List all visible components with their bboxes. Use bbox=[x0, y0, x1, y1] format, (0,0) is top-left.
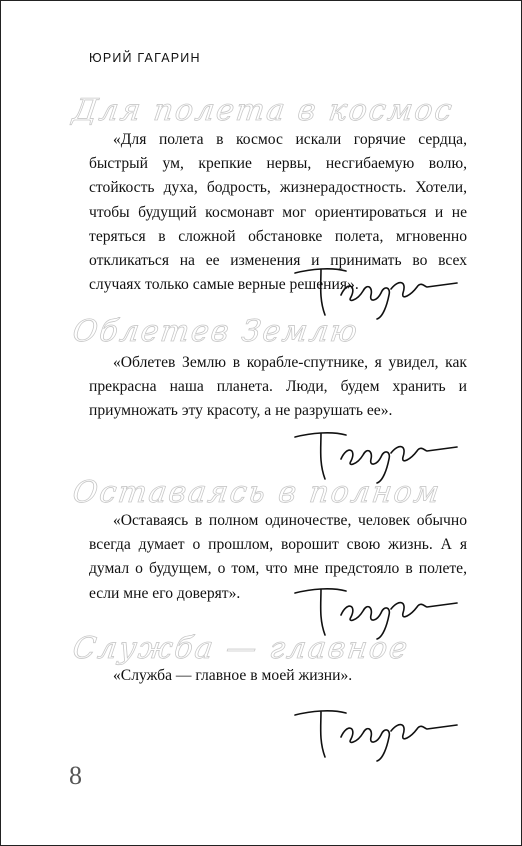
gagarin-signature-1 bbox=[291, 259, 471, 321]
section-3-quote: «Оставаясь в полном одиночестве, человек обычно всегда думает о прошлом, ворошит свою жизнь. А я думал о будущем, о том, что мне предстояло в полете, если мне его доверят». bbox=[89, 512, 467, 602]
section-4-quote: «Служба — главное в моей жизни». bbox=[113, 667, 353, 684]
page-number: 8 bbox=[69, 761, 82, 790]
section-1-quote: «Для полета в космос искали горячие сердца, быстрый ум, крепкие нервы, несгибаемую волю, стойкость духа, бодрость, жизнерадостность. Хотели, чтобы будущий космонавт мог ориентироваться и не теряться в сложной обстановке полета, мгновенно откликаться на ее изменения и принимать во всех случаях только самые верные решения». bbox=[89, 131, 467, 294]
section-3-watermark-heading: Оставаясь в полном bbox=[70, 475, 444, 510]
section-1-watermark-heading: Для полета в космос bbox=[70, 93, 456, 128]
running-head-author: ЮРИЙ ГАГАРИН bbox=[89, 51, 201, 65]
section-2-quote: «Облетев Землю в корабле-спутнике, я увидел, как прекрасна наша планета. Люди, будем хранить и приумножать эту красоту, а не разрушать ее». bbox=[89, 354, 467, 420]
gagarin-signature-4 bbox=[291, 701, 471, 763]
section-2-watermark-heading: Облетев Землю bbox=[70, 314, 362, 349]
section-4-watermark-heading: Служба — главное bbox=[70, 631, 412, 666]
